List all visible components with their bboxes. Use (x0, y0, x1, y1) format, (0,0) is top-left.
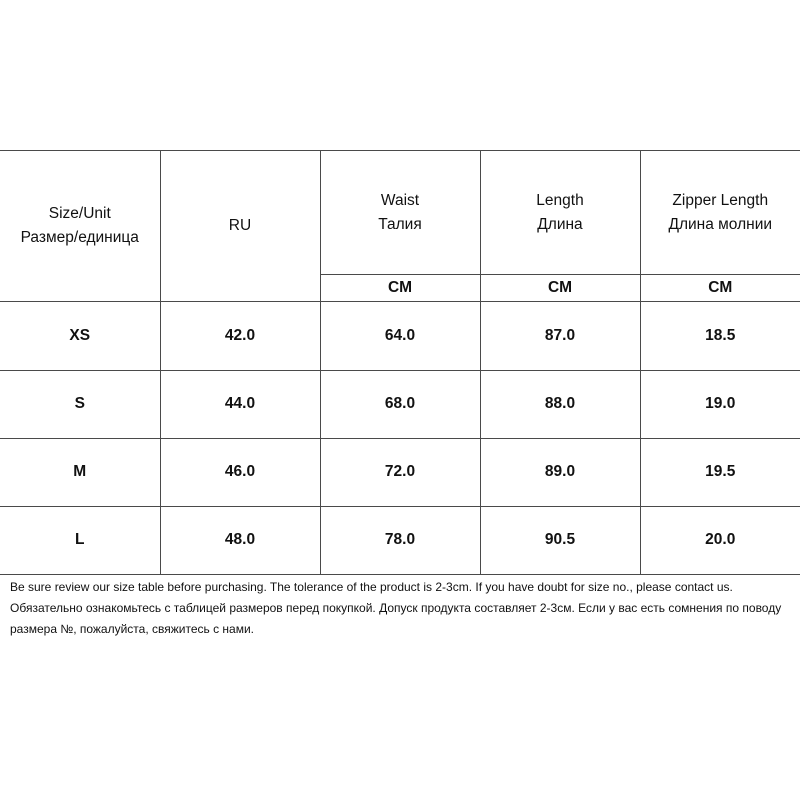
size-cell: S (0, 370, 160, 438)
waist-header (320, 151, 480, 275)
zipper-cell: 18.5 (640, 302, 800, 370)
size-notes (10, 577, 795, 640)
ru-header-label: RU (228, 217, 252, 235)
waist-header-ru: Талия (378, 215, 422, 233)
waist-header-en: Waist (380, 191, 420, 209)
table-row (0, 438, 800, 506)
note-english: Be sure review our size table before purchasing. The tolerance of the product is 2-3cm. If you have doubt for size no., please contact us. (10, 580, 733, 594)
length-cell: 87.0 (480, 302, 640, 370)
waist-cell: 68.0 (320, 370, 480, 438)
waist-unit: CM (320, 275, 480, 302)
length-cell: 90.5 (480, 506, 640, 574)
ru-cell: 46.0 (160, 438, 320, 506)
ru-cell: 48.0 (160, 506, 320, 574)
table-row (0, 370, 800, 438)
waist-cell: 64.0 (320, 302, 480, 370)
waist-cell: 72.0 (320, 438, 480, 506)
length-header-ru: Длина (537, 215, 583, 233)
length-cell: 89.0 (480, 438, 640, 506)
ru-cell: 44.0 (160, 370, 320, 438)
length-unit: CM (480, 275, 640, 302)
zipper-length-header (640, 151, 800, 275)
size-cell: XS (0, 302, 160, 370)
size-unit-header-en: Size/Unit (48, 205, 111, 223)
size-chart-table (0, 150, 800, 575)
table-row (0, 506, 800, 574)
zipper-header-ru: Длина молнии (668, 215, 773, 233)
table-row (0, 302, 800, 370)
zipper-cell: 19.0 (640, 370, 800, 438)
size-cell: M (0, 438, 160, 506)
ru-header (160, 151, 320, 302)
size-unit-header (0, 151, 160, 302)
zipper-header-en: Zipper Length (672, 191, 769, 209)
zipper-cell: 19.5 (640, 438, 800, 506)
size-unit-header-ru: Размер/единица (20, 229, 139, 247)
note-russian: Обязательно ознакомьтесь с таблицей размеров перед покупкой. Допуск продукта составляет 2-3см. Если у вас есть сомнения по поводу размера №, пожалуйста, свяжитесь с нами. (10, 601, 782, 636)
ru-cell: 42.0 (160, 302, 320, 370)
length-header (480, 151, 640, 275)
zipper-cell: 20.0 (640, 506, 800, 574)
length-cell: 88.0 (480, 370, 640, 438)
header-row (0, 151, 800, 275)
waist-cell: 78.0 (320, 506, 480, 574)
size-cell: L (0, 506, 160, 574)
length-header-en: Length (536, 191, 584, 209)
zipper-unit: CM (640, 275, 800, 302)
